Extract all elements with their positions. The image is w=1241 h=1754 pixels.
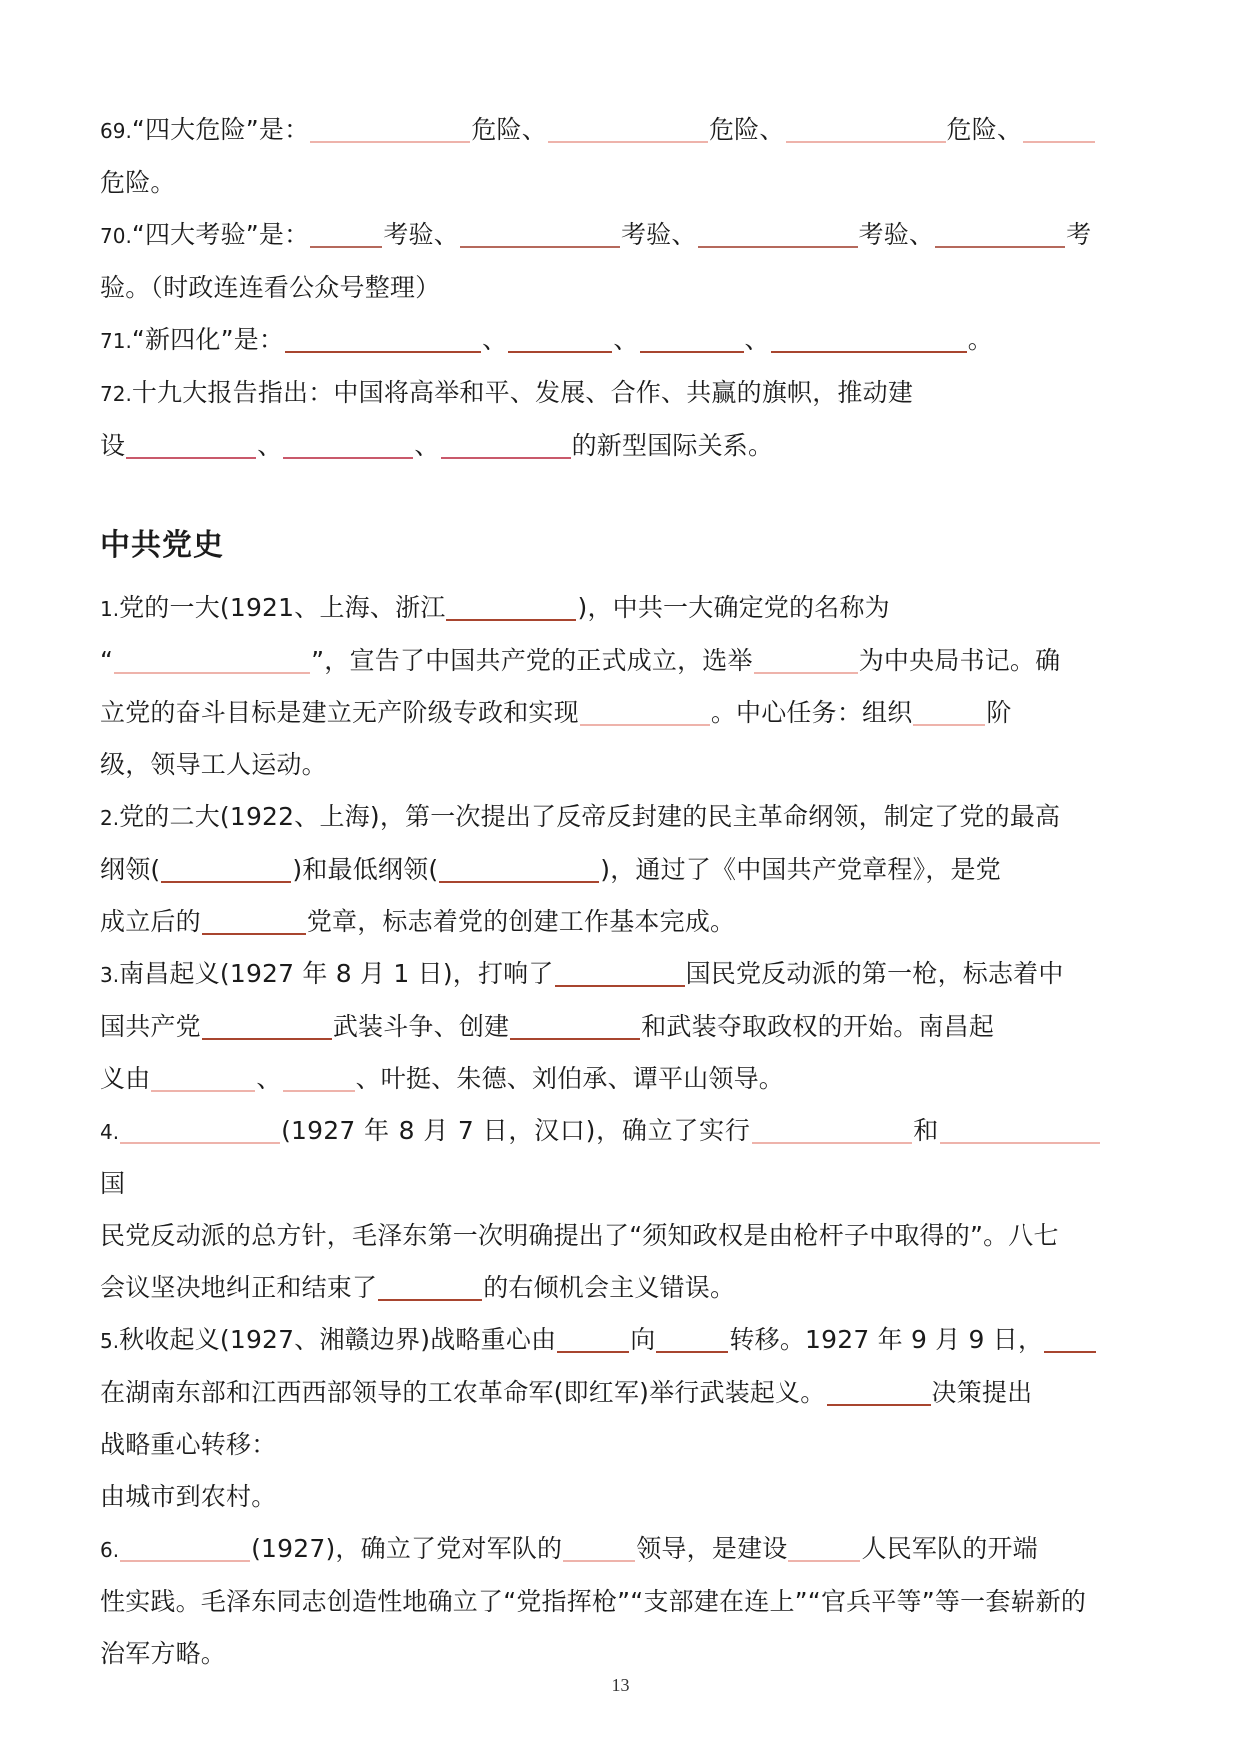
text-run: “ [100, 646, 114, 675]
fill-in-blank[interactable] [446, 592, 576, 621]
text-run: 考验、 [858, 220, 935, 249]
fill-in-blank[interactable] [940, 1115, 1100, 1144]
fill-in-blank[interactable] [120, 1115, 280, 1144]
text-run: 危险、 [946, 115, 1023, 144]
text-run: 南昌起义(1927 年 8 月 1 日)，打响了 [119, 959, 554, 988]
item-number: 71. [100, 329, 132, 353]
fill-in-blank[interactable] [698, 219, 858, 248]
party-history-item-5-line-3 [100, 1419, 1101, 1471]
party-history-item-1-line-2 [100, 635, 1101, 687]
question-item-70-line-1 [100, 209, 1101, 262]
text-run: 国 [100, 1169, 126, 1198]
text-run: 立党的奋斗目标是建立无产阶级专政和实现 [100, 698, 579, 727]
text-run: (1927)，确立了党对军队的 [251, 1534, 563, 1563]
fill-in-blank[interactable] [935, 219, 1065, 248]
text-run: (1927 年 8 月 7 日，汉口)，确立了实行 [281, 1116, 751, 1145]
fill-in-blank[interactable] [114, 645, 310, 674]
party-history-item-3-line-1 [100, 948, 1101, 1001]
text-run: “四大考验”是： [131, 220, 310, 249]
party-history-item-2-line-2 [100, 844, 1101, 896]
text-run: 和 [912, 1116, 939, 1145]
fill-in-blank[interactable] [441, 430, 571, 459]
item-number: 70. [100, 224, 132, 248]
party-history-item-6-line-3 [100, 1628, 1101, 1680]
text-run: 、叶挺、朱德、刘伯承、谭平山领导。 [355, 1064, 785, 1093]
text-run: ”，宣告了中国共产党的正式成立，选举 [311, 646, 753, 675]
fill-in-blank[interactable] [508, 324, 612, 353]
fill-in-blank[interactable] [202, 906, 306, 935]
party-history-item-5-line-2 [100, 1367, 1101, 1419]
text-run: 考验、 [620, 220, 697, 249]
fill-in-blank[interactable] [1023, 114, 1095, 143]
party-history-item-3-line-3 [100, 1053, 1101, 1105]
fill-in-blank[interactable] [754, 645, 858, 674]
text-run: 性实践。毛泽东同志创造性地确立了“党指挥枪”“支部建在连上”“官兵平等”等一套崭新的 [100, 1587, 1087, 1616]
text-run: 的新型国际关系。 [571, 431, 774, 460]
text-run: 义由 [100, 1064, 151, 1093]
text-run: 、 [256, 1064, 282, 1093]
party-history-item-6-line-2 [100, 1576, 1101, 1628]
fill-in-blank[interactable] [752, 1115, 912, 1144]
text-run: 武装斗争、创建 [332, 1012, 510, 1041]
text-run: 国共产党 [100, 1012, 201, 1041]
text-run: 向 [630, 1325, 656, 1354]
text-run: 国民党反动派的第一枪，标志着中 [685, 959, 1064, 988]
question-item-70-line-2 [100, 262, 1101, 314]
fill-in-blank[interactable] [310, 114, 470, 143]
fill-in-blank[interactable] [510, 1011, 640, 1040]
question-item-72-line-2 [100, 420, 1101, 472]
fill-in-blank[interactable] [788, 1533, 860, 1562]
item-number: 4. [100, 1120, 120, 1144]
item-number: 3. [100, 963, 120, 987]
text-run: 战略重心转移： [100, 1430, 277, 1459]
text-run: “新四化”是： [131, 325, 285, 354]
fill-in-blank[interactable] [283, 430, 413, 459]
text-run: 民党反动派的总方针，毛泽东第一次明确提出了“须知政权是由枪杆子中取得的”。八七 [100, 1221, 1059, 1250]
fill-in-blank[interactable] [151, 1063, 255, 1092]
fill-in-blank[interactable] [563, 1533, 635, 1562]
fill-in-blank[interactable] [120, 1533, 250, 1562]
party-history-item-1-line-1 [100, 582, 1101, 635]
party-history-item-1-line-4 [100, 739, 1101, 791]
question-item-69-line-2 [100, 157, 1101, 209]
text-run: 、 [482, 325, 508, 354]
fill-in-blank[interactable] [771, 324, 967, 353]
item-number: 6. [100, 1538, 120, 1562]
fill-in-blank[interactable] [580, 697, 710, 726]
item-number: 72. [100, 382, 132, 406]
text-run: 级，领导工人运动。 [100, 750, 327, 779]
fill-in-blank[interactable] [161, 854, 291, 883]
text-run: 考 [1066, 220, 1092, 249]
text-run: 纲领( [100, 855, 161, 884]
page-number: 13 [611, 1675, 630, 1695]
party-history-item-5-line-4 [100, 1471, 1101, 1523]
fill-in-blank[interactable] [283, 1063, 355, 1092]
fill-in-blank[interactable] [913, 697, 985, 726]
text-run: 由城市到农村。 [100, 1482, 277, 1511]
party-history-item-3-line-2 [100, 1001, 1101, 1053]
party-history-item-4-line-2 [100, 1210, 1101, 1262]
party-history-item-5-line-1 [100, 1314, 1101, 1367]
party-history-item-2-line-3 [100, 896, 1101, 948]
text-run: )和最低纲领( [292, 855, 439, 884]
fill-in-blank[interactable] [126, 430, 256, 459]
text-run: 在湖南东部和江西西部领导的工农革命军(即红军)举行武装起义。 [100, 1378, 826, 1407]
text-run: 危险、 [708, 115, 785, 144]
fill-in-blank[interactable] [548, 114, 708, 143]
fill-in-blank[interactable] [640, 324, 744, 353]
text-run: 危险、 [471, 115, 547, 144]
party-history-item-4-line-1 [100, 1105, 1101, 1210]
text-run: 十九大报告指出：中国将高举和平、发展、合作、共赢的旗帜，推动建 [131, 378, 914, 407]
text-run: )，中共一大确定党的名称为 [577, 593, 890, 622]
text-run: 为中央局书记。确 [858, 646, 1061, 675]
text-run: 党的二大(1922、上海)，第一次提出了反帝反封建的民主革命纲领，制定了党的最高 [119, 802, 1061, 831]
question-item-72-line-1 [100, 367, 1101, 420]
fill-in-blank[interactable] [439, 854, 599, 883]
fill-in-blank[interactable] [1044, 1324, 1096, 1353]
fill-in-blank[interactable] [310, 219, 382, 248]
item-number: 5. [100, 1329, 120, 1353]
item-number: 69. [100, 119, 132, 143]
fill-in-blank[interactable] [656, 1324, 728, 1353]
question-item-71-line-1 [100, 314, 1101, 367]
text-run: 、 [744, 325, 770, 354]
party-history-section [100, 582, 1101, 1680]
text-run: 领导，是建设 [636, 1534, 788, 1563]
text-run: 人民军队的开端 [861, 1534, 1038, 1563]
text-run: “四大危险”是： [131, 115, 310, 144]
text-run: 危险。 [100, 168, 176, 197]
text-run: 设 [100, 431, 126, 460]
party-history-item-2-line-1 [100, 791, 1101, 844]
top-section [100, 104, 1101, 472]
fill-in-blank[interactable] [555, 958, 685, 987]
party-history-item-1-line-3 [100, 687, 1101, 739]
text-run: 的右倾机会主义错误。 [483, 1273, 736, 1302]
party-history-item-4-line-3 [100, 1262, 1101, 1314]
text-run: 和武装夺取政权的开始。南昌起 [641, 1012, 995, 1041]
text-run: 阶 [986, 698, 1012, 727]
text-run: 秋收起义(1927、湘赣边界)战略重心由 [119, 1325, 557, 1354]
text-run: 、 [613, 325, 639, 354]
item-number: 2. [100, 806, 120, 830]
text-run: 。中心任务：组织 [710, 698, 913, 727]
fill-in-blank[interactable] [557, 1324, 629, 1353]
fill-in-blank[interactable] [460, 219, 620, 248]
fill-in-blank[interactable] [786, 114, 946, 143]
text-run: 决策提出 [931, 1378, 1033, 1407]
fill-in-blank[interactable] [202, 1011, 332, 1040]
fill-in-blank[interactable] [378, 1272, 482, 1301]
text-run: 、 [257, 431, 283, 460]
text-run: 验。（时政连连看公众号整理） [100, 273, 441, 302]
text-run: 、 [414, 431, 440, 460]
text-run: )，通过了《中国共产党章程》，是党 [600, 855, 1001, 884]
fill-in-blank[interactable] [827, 1377, 931, 1406]
item-number: 1. [100, 597, 120, 621]
text-run: 会议坚决地纠正和结束了 [100, 1273, 378, 1302]
text-run: 成立后的 [100, 907, 201, 936]
text-run: 。 [967, 325, 993, 354]
fill-in-blank[interactable] [285, 324, 481, 353]
text-run: 党章，标志着党的创建工作基本完成。 [306, 907, 736, 936]
section-heading-party-history: 中共党史 [100, 528, 224, 563]
question-item-69-line-1 [100, 104, 1101, 157]
text-run: 转移。1927 年 9 月 9 日， [729, 1325, 1044, 1354]
text-run: 治军方略。 [100, 1639, 227, 1668]
text-run: 党的一大(1921、上海、浙江 [119, 593, 446, 622]
text-run: 考验、 [383, 220, 459, 249]
party-history-item-6-line-1 [100, 1523, 1101, 1576]
